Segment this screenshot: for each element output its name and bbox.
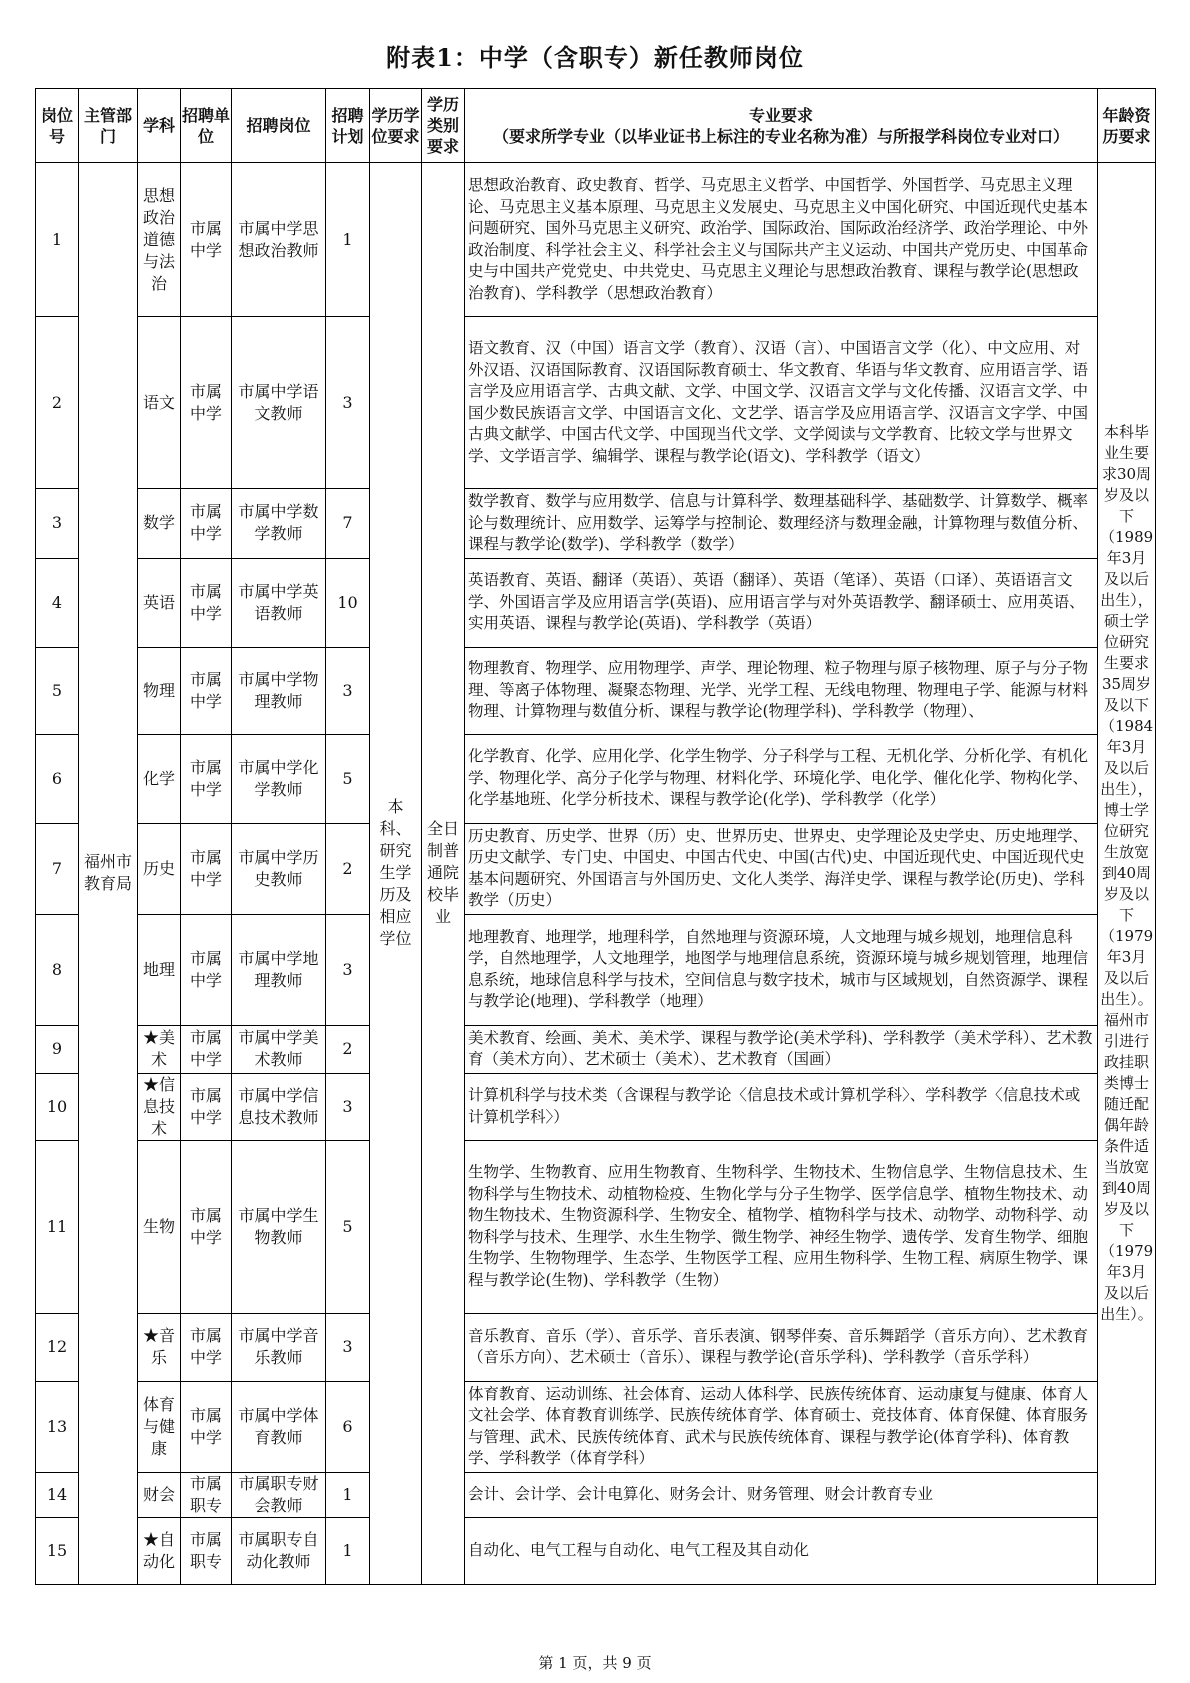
position-cell: 市属中学物理教师	[232, 647, 326, 734]
major-requirement-cell: 体育教育、运动训练、社会体育、运动人体科学、民族传统体育、运动康复与健康、体育人文社会学、体育教育训练学、民族传统体育学、体育硕士、竞技体育、体育保健、体育服务与管理、武术、民族传统体育、武术与民族传统体育、课程与教学论(体育学科)、体育教学、学科教学（体育学科）	[465, 1381, 1098, 1472]
header-unit: 招聘单位	[181, 89, 232, 163]
major-requirement-cell: 美术教育、绘画、美术、美术学、课程与教学论(美术学科)、学科教学（美术学科）、艺术教育（美术方向）、艺术硕士（美术）、艺术教育（国画）	[465, 1025, 1098, 1073]
plan-cell: 3	[326, 1313, 370, 1381]
unit-cell: 市属中学	[181, 823, 232, 914]
position-cell: 市属中学思想政治教师	[232, 163, 326, 317]
table-row	[36, 1381, 1156, 1472]
major-requirement-cell: 化学教育、化学、应用化学、化学生物学、分子科学与工程、无机化学、分析化学、有机化学、物理化学、高分子化学与物理、材料化学、环境化学、电化学、催化化学、物构化学、化学基地班、化学分析技术、课程与教学论(化学)、学科教学（化学）	[465, 734, 1098, 823]
subject-cell: 体育与健康	[138, 1381, 181, 1472]
recruitment-table	[35, 88, 1156, 1585]
age-requirement-cell: 本科毕业生要求30周岁及以下（1989年3月及以后出生），硕士学位研究生要求35周岁及以下（1984年3月及以后出生），博士学位研究生放宽到40周岁及以下（1979年3月及以后出生）。福州市引进行政挂职类博士随迁配偶年龄条件适当放宽到40周岁及以下（1979年3月及以后出生）。	[1098, 163, 1156, 1585]
major-requirement-cell: 思想政治教育、政史教育、哲学、马克思主义哲学、中国哲学、外国哲学、马克思主义理论、马克思主义基本原理、马克思主义发展史、马克思主义中国化研究、中国近现代史基本问题研究、国外马克思主义研究、政治学、国际政治、国际政治经济学、政治学理论、中外政治制度、科学社会主义、科学社会主义与国际共产主义运动、中国共产党历史、中国革命史与中国共产党党史、中共党史、马克思主义理论与思想政治教育、课程与教学论(思想政治教育)、学科教学（思想政治教育）	[465, 163, 1098, 317]
unit-cell: 市属中学	[181, 1025, 232, 1073]
subject-cell: 数学	[138, 489, 181, 559]
plan-cell: 5	[326, 1140, 370, 1313]
post-number-cell: 12	[36, 1313, 79, 1381]
major-requirement-cell: 自动化、电气工程与自动化、电气工程及其自动化	[465, 1517, 1098, 1584]
header-degree: 学历学位要求	[370, 89, 422, 163]
table-row	[36, 1073, 1156, 1140]
header-edu-type: 学历类别要求	[422, 89, 465, 163]
subject-cell: ★美术	[138, 1025, 181, 1073]
plan-cell: 7	[326, 489, 370, 559]
position-cell: 市属中学美术教师	[232, 1025, 326, 1073]
plan-cell: 1	[326, 1517, 370, 1584]
plan-cell: 2	[326, 823, 370, 914]
table-row	[36, 647, 1156, 734]
header-age: 年龄资历要求	[1098, 89, 1156, 163]
unit-cell: 市属中学	[181, 489, 232, 559]
page-footer: 第 1 页，共 9 页	[538, 1654, 652, 1672]
subject-cell: 语文	[138, 317, 181, 489]
position-cell: 市属中学体育教师	[232, 1381, 326, 1472]
subject-cell: 化学	[138, 734, 181, 823]
major-requirement-cell: 地理教育、地理学，地理科学，自然地理与资源环境，人文地理与城乡规划，地理信息科学，自然地理学，人文地理学，地图学与地理信息系统，资源环境与城乡规划管理，地理信息系统，地球信息科学与技术，空间信息与数字技术，城市与区域规划，自然资源学、课程与教学论(地理)、学科教学（地理）	[465, 914, 1098, 1025]
post-number-cell: 3	[36, 489, 79, 559]
header-row	[36, 89, 1156, 163]
table-row	[36, 734, 1156, 823]
plan-cell: 1	[326, 163, 370, 317]
position-cell: 市属中学语文教师	[232, 317, 326, 489]
plan-cell: 3	[326, 1073, 370, 1140]
major-requirement-cell: 会计、会计学、会计电算化、财务会计、财务管理、财会计教育专业	[465, 1472, 1098, 1517]
post-number-cell: 5	[36, 647, 79, 734]
header-post-no: 岗位号	[36, 89, 79, 163]
plan-cell: 3	[326, 647, 370, 734]
table-row	[36, 317, 1156, 489]
major-requirement-cell: 数学教育、数学与应用数学、信息与计算科学、数理基础科学、基础数学、计算数学、概率论与数理统计、应用数学、运筹学与控制论、数理经济与数理金融，计算物理与数值分析、课程与教学论(数学)、学科教学（数学）	[465, 489, 1098, 559]
position-cell: 市属中学英语教师	[232, 558, 326, 647]
plan-cell: 2	[326, 1025, 370, 1073]
table-row	[36, 1025, 1156, 1073]
post-number-cell: 11	[36, 1140, 79, 1313]
post-number-cell: 13	[36, 1381, 79, 1472]
position-cell: 市属职专自动化教师	[232, 1517, 326, 1584]
position-cell: 市属中学音乐教师	[232, 1313, 326, 1381]
subject-cell: 历史	[138, 823, 181, 914]
subject-cell: 地理	[138, 914, 181, 1025]
header-major: 专业要求 （要求所学专业（以毕业证书上标注的专业名称为准）与所报学科岗位专业对口）	[465, 89, 1098, 163]
table-row	[36, 914, 1156, 1025]
table-row	[36, 1472, 1156, 1517]
major-requirement-cell: 计算机科学与技术类（含课程与教学论〈信息技术或计算机学科〉、学科教学〈信息技术或计算机学科〉）	[465, 1073, 1098, 1140]
header-subject: 学科	[138, 89, 181, 163]
post-number-cell: 8	[36, 914, 79, 1025]
unit-cell: 市属中学	[181, 914, 232, 1025]
unit-cell: 市属中学	[181, 734, 232, 823]
subject-cell: 财会	[138, 1472, 181, 1517]
post-number-cell: 4	[36, 558, 79, 647]
table-row	[36, 163, 1156, 317]
position-cell: 市属职专财会教师	[232, 1472, 326, 1517]
post-number-cell: 9	[36, 1025, 79, 1073]
department-cell: 福州市教育局	[79, 163, 138, 1585]
table-row	[36, 558, 1156, 647]
unit-cell: 市属中学	[181, 1313, 232, 1381]
plan-cell: 6	[326, 1381, 370, 1472]
header-position: 招聘岗位	[232, 89, 326, 163]
table-row	[36, 1313, 1156, 1381]
position-cell: 市属中学生物教师	[232, 1140, 326, 1313]
post-number-cell: 1	[36, 163, 79, 317]
post-number-cell: 14	[36, 1472, 79, 1517]
post-number-cell: 6	[36, 734, 79, 823]
post-number-cell: 10	[36, 1073, 79, 1140]
major-requirement-cell: 物理教育、物理学、应用物理学、声学、理论物理、粒子物理与原子核物理、原子与分子物理、等离子体物理、凝聚态物理、光学、光学工程、无线电物理、物理电子学、能源与材料物理、计算物理与数值分析、课程与教学论(物理学科)、学科教学（物理）、	[465, 647, 1098, 734]
unit-cell: 市属职专	[181, 1517, 232, 1584]
unit-cell: 市属中学	[181, 1381, 232, 1472]
post-number-cell: 2	[36, 317, 79, 489]
plan-cell: 1	[326, 1472, 370, 1517]
major-requirement-cell: 语文教育、汉（中国）语言文学（教育）、汉语（言）、中国语言文学（化）、中文应用、对外汉语、汉语国际教育、汉语国际教育硕士、华文教育、华语与华文教育、应用语言学、语言学及应用语言学、古典文献、文学、中国文学、汉语言文学与文化传播、汉语言文学、中国少数民族语言文学、中国语言文化、文艺学、语言学及应用语言学、汉语言文字学、中国古典文献学、中国古代文学、中国现当代文学、文学阅读与文学教育、比较文学与世界文学、文学语言学、编辑学、课程与教学论(语文)、学科教学（语文）	[465, 317, 1098, 489]
post-number-cell: 15	[36, 1517, 79, 1584]
unit-cell: 市属中学	[181, 1140, 232, 1313]
unit-cell: 市属中学	[181, 558, 232, 647]
subject-cell: 生物	[138, 1140, 181, 1313]
subject-cell: ★信息技术	[138, 1073, 181, 1140]
page-title: 附表1：中学（含职专）新任教师岗位	[386, 43, 804, 72]
subject-cell: ★自动化	[138, 1517, 181, 1584]
post-number-cell: 7	[36, 823, 79, 914]
subject-cell: 物理	[138, 647, 181, 734]
table-row	[36, 1517, 1156, 1584]
plan-cell: 10	[326, 558, 370, 647]
table-row	[36, 823, 1156, 914]
table-row	[36, 489, 1156, 559]
plan-cell: 5	[326, 734, 370, 823]
education-type-cell: 全日制普通院校毕业	[422, 163, 465, 1585]
subject-cell: 英语	[138, 558, 181, 647]
header-plan: 招聘计划	[326, 89, 370, 163]
major-requirement-cell: 音乐教育、音乐（学）、音乐学、音乐表演、钢琴伴奏、音乐舞蹈学（音乐方向）、艺术教育（音乐方向）、艺术硕士（音乐）、课程与教学论(音乐学科)、学科教学（音乐学科）	[465, 1313, 1098, 1381]
unit-cell: 市属中学	[181, 647, 232, 734]
degree-requirement-cell: 本科、研究生学历及相应学位	[370, 163, 422, 1585]
major-requirement-cell: 生物学、生物教育、应用生物教育、生物科学、生物技术、生物信息学、生物信息技术、生物科学与生物技术、动植物检疫、生物化学与分子生物学、医学信息学、植物生物技术、动物生物技术、生物资源科学、生物安全、植物学、植物科学与技术、动物学、动物科学、动物科学与技术、生理学、水生生物学、微生物学、神经生物学、遗传学、发育生物学、细胞生物学、生物物理学、生态学、生物医学工程、应用生物科学、生物工程、病原生物学、课程与教学论(生物)、学科教学（生物）	[465, 1140, 1098, 1313]
plan-cell: 3	[326, 317, 370, 489]
unit-cell: 市属中学	[181, 163, 232, 317]
major-requirement-cell: 历史教育、历史学、世界（历）史、世界历史、世界史、史学理论及史学史、历史地理学、历史文献学、专门史、中国史、中国古代史、中国(古代)史、中国近现代史、中国近现代史基本问题研究、外国语言与外国历史、文化人类学、海洋史学、课程与教学论(历史)、学科教学（历史）	[465, 823, 1098, 914]
position-cell: 市属中学历史教师	[232, 823, 326, 914]
unit-cell: 市属职专	[181, 1472, 232, 1517]
subject-cell: 思想政治道德与法治	[138, 163, 181, 317]
plan-cell: 3	[326, 914, 370, 1025]
position-cell: 市属中学数学教师	[232, 489, 326, 559]
position-cell: 市属中学化学教师	[232, 734, 326, 823]
unit-cell: 市属中学	[181, 1073, 232, 1140]
major-requirement-cell: 英语教育、英语、翻译（英语）、英语（翻译）、英语（笔译）、英语（口译）、英语语言文学、外国语言学及应用语言学(英语)、应用语言学与对外英语教学、翻译硕士、应用英语、实用英语、课程与教学论(英语)、学科教学（英语）	[465, 558, 1098, 647]
position-cell: 市属中学信息技术教师	[232, 1073, 326, 1140]
position-cell: 市属中学地理教师	[232, 914, 326, 1025]
subject-cell: ★音乐	[138, 1313, 181, 1381]
header-department: 主管部门	[79, 89, 138, 163]
unit-cell: 市属中学	[181, 317, 232, 489]
table-row	[36, 1140, 1156, 1313]
